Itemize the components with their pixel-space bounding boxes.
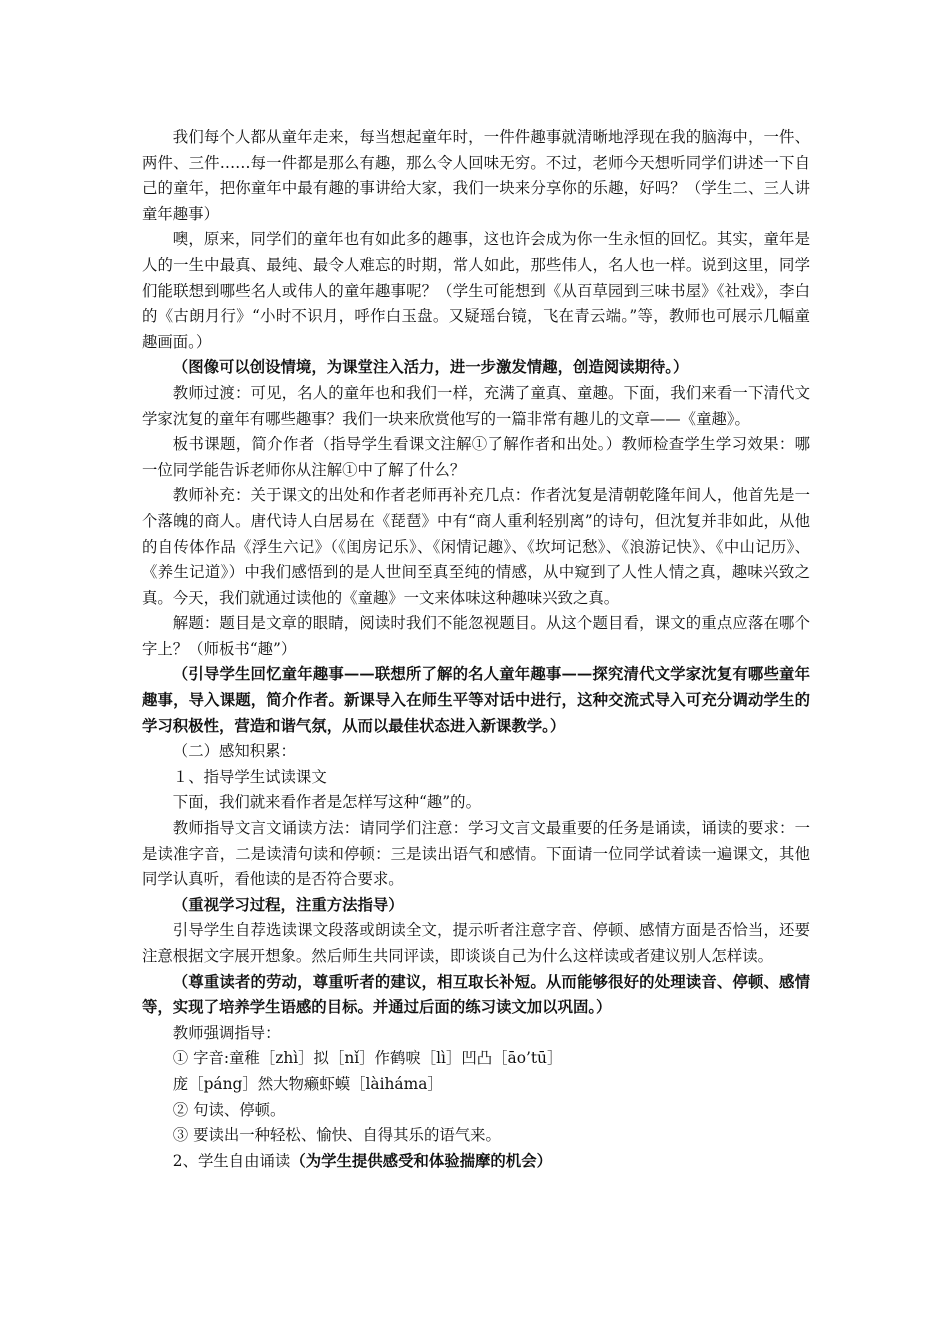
- paragraph-1: 我们每个人都从童年走来，每当想起童年时，一件件趣事就清晰地浮现在我的脑海中，一件、两件、三件……每一件都是那么有趣，那么令人回味无穷。不过，老师今天想听同学们讲述一下自己的童年，把你童年中最有趣的事讲给大家，我们一块来分享你的乐趣，好吗？（学生二、三人讲童年趣事）: [142, 128, 810, 223]
- step-1-heading: １、指导学生试读课文: [172, 767, 327, 786]
- paragraph-3-note: （图像可以创设情境，为课堂注入活力，进一步激发情趣，创造阅读期待。）: [172, 358, 689, 377]
- list-item-2: ② 句读、停顿。: [172, 1100, 286, 1119]
- step-2-label: 2、学生自由诵读: [172, 1151, 291, 1170]
- step-2-heading: [142, 1149, 810, 1175]
- paragraph-2: 噢，原来，同学们的童年也有如此多的趣事，这也许会成为你一生永恒的回忆。其实，童年是人的一生中最真、最纯、最令人难忘的时期，常人如此，那些伟人，名人也一样。说到这里，同学们能联想到哪些名人或伟人的童年趣事呢？（学生可能想到《从百草园到三味书屋》《社戏》，李白的《古朗月行》“小时不识月，呼作白玉盘。又疑瑶台镜，飞在青云端。”等，教师也可展示几幅童趣画面。）: [142, 230, 810, 351]
- list-item-3: ③ 要读出一种轻松、愉快、自得其乐的语气来。: [172, 1126, 501, 1145]
- paragraph-12: 教师指导文言文诵读方法：请同学们注意：学习文言文最重要的任务是诵读，诵读的要求：一是读准字音，二是读清句读和停顿：三是读出语气和感情。下面请一位同学试着读一遍课文，其他同学认真听，看他读的是否符合要求。: [142, 819, 810, 889]
- paragraph-15-note: （尊重读者的劳动，尊重听者的建议，相互取长补短。从而能够很好的处理读音、停顿、感情等，实现了培养学生语感的目标。并通过后面的练习读文加以巩固。）: [142, 972, 810, 1017]
- paragraph-16: 教师强调指导：: [172, 1023, 281, 1042]
- paragraph-6: 教师补充：关于课文的出处和作者老师再补充几点：作者沈复是清朝乾隆年间人，他首先是一个落魄的商人。唐代诗人白居易在《琵琶》中有“商人重利轻别离”的诗句，但沈复并非如此，从他的自传体作品《浮生六记》（《闺房记乐》、《闲情记趣》、《坎坷记愁》、《浪游记快》、《中山记历》、《养生记道》）中我们感悟到的是人世间至真至纯的情感，从中窥到了人性人情之真，趣味兴致之真。今天，我们就通过读他的《童趣》一文来体味这种趣味兴致之真。: [142, 486, 810, 607]
- paragraph-13-note: （重视学习过程，注重方法指导）: [172, 895, 404, 914]
- paragraph-5: 板书课题，简介作者（指导学生看课文注解①了解作者和出处。）教师检查学生学习效果：哪一位同学能告诉老师你从注解①中了解了什么？: [142, 435, 810, 479]
- step-2-note: （为学生提供感受和体验揣摩的机会）: [290, 1151, 552, 1170]
- paragraph-11: 下面，我们就来看作者是怎样写这种“趣”的。: [172, 793, 481, 812]
- pronunciation-line-1: ① 字音:童稚［zhì］拟［nǐ］作鹤唳［lì］凹凸［āo’tū］: [172, 1049, 563, 1068]
- paragraph-4: 教师过渡：可见，名人的童年也和我们一样，充满了童真、童趣。下面，我们来看一下清代文学家沈复的童年有哪些趣事？我们一块来欣赏他写的一篇非常有趣儿的文章——《童趣》。: [142, 383, 810, 428]
- paragraph-7: 解题：题目是文章的眼睛，阅读时我们不能忽视题目。从这个题目看，课文的重点应落在哪个字上？（师板书“趣”）: [142, 614, 810, 658]
- paragraph-8-note: （引导学生回忆童年趣事——联想所了解的名人童年趣事——探究清代文学家沈复有哪些童年趣事，导入课题，简介作者。新课导入在师生平等对话中进行，这种交流式导入可充分调动学生的学习积极性，营造和谐气氛，从而以最佳状态进入新课教学。）: [142, 665, 810, 735]
- section-heading-2: （二）感知积累：: [172, 742, 296, 761]
- paragraph-14: 引导学生自荐选读课文段落或朗读全文，提示听者注意字音、停顿、感情方面是否恰当，还要注意根据文字展开想象。然后师生共同评读，即谈谈自己为什么这样读或者建议别人怎样读。: [142, 921, 810, 965]
- pronunciation-line-2: 庞［páng］然大物癞虾蟆［làiháma］: [172, 1074, 443, 1093]
- document-body: [142, 125, 810, 1174]
